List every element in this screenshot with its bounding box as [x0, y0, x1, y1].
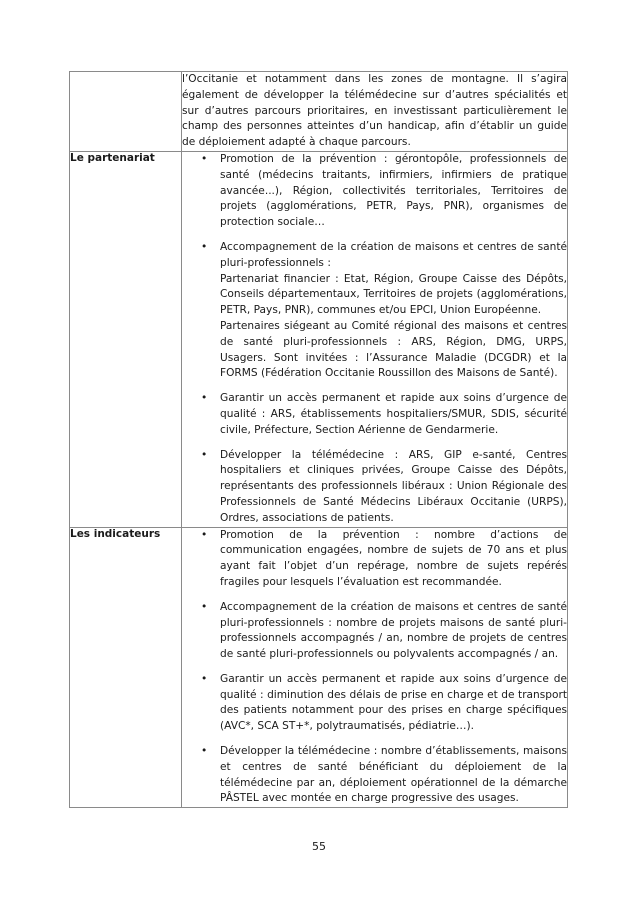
partenariat-content-cell — [182, 151, 568, 527]
row-label: Les indicateurs — [70, 527, 161, 540]
bullet-line: Partenariat financier : Etat, Région, Groupe Caisse des Dépôts, Conseils départementaux, Territoires de projets (agglomérations, PETR, Pays, PNR), communes et/ou EPCI, Union Européenne. — [220, 272, 567, 317]
bullet-dot-icon: • — [201, 672, 208, 685]
bullet-dot-icon: • — [201, 240, 208, 253]
bullet-text — [220, 240, 567, 382]
section-table — [69, 71, 568, 808]
list-item — [182, 152, 567, 231]
bullet-dot-icon: • — [201, 600, 208, 613]
bullet-dot-icon: • — [201, 528, 208, 541]
bullet-line: Développer la télémédecine : nombre d’établissements, maisons et centres de santé bénéficiant du déploiement de la télémédecine par an, déploiement opérationnel de la démarche PÂSTEL avec montée en charge progressive des usages. — [220, 745, 567, 805]
indicateurs-content-cell — [182, 527, 568, 808]
bullet-line: Développer la télémédecine : ARS, GIP e-santé, Centres hospitaliers et cliniques privées, Groupe Caisse des Dépôts, représentants des professionnels libéraux : Union Régionale des Professionnels de Santé Médecins Libéraux Occitanie (URPS), Ordres, associations de patients. — [220, 448, 567, 524]
table-row-indicateurs — [70, 527, 568, 808]
bullet-line: Accompagnement de la création de maisons et centres de santé pluri-professionnels : nombre de projets maisons de santé pluri-professionnels accompagnés / an, nombre de projets de centres de santé pluri-professionnels ou polyvalents accompagnés / an. — [220, 600, 567, 661]
bullet-line: Promotion de la prévention : gérontopôle, professionnels de santé (médecins traitants, infirmiers, infirmiers de pratique avancée...), Région, collectivités territoriales, Territoires de projets (agglomérations, PETR, Pays, PNR), organismes de protection sociale… — [220, 152, 567, 229]
continuation-cell — [182, 72, 568, 152]
bullet-line: Accompagnement de la création de maisons et centres de santé pluri-professionnels : — [220, 240, 567, 269]
list-item — [182, 448, 567, 527]
continuation-paragraph: l’Occitanie et notamment dans les zones de montagne. Il s’agira également de développer la télémédecine sur d’autres spécialités et sur d’autres parcours prioritaires, en investissant particulièrement le champ des personnes atteintes d’un handicap, afin d’établir un guide de déploiement adapté à chaque parcours. — [182, 73, 567, 149]
partenariat-label-cell — [70, 151, 182, 527]
list-item — [182, 600, 567, 663]
bullet-text — [220, 744, 567, 807]
bullet-text — [220, 528, 567, 591]
row-label: Le partenariat — [70, 151, 155, 164]
indicateurs-label-cell — [70, 527, 182, 808]
empty-label-cell — [70, 72, 182, 152]
page-number: 55 — [312, 840, 326, 853]
bullet-text — [220, 391, 567, 438]
bullet-list — [182, 152, 567, 527]
bullet-line: Garantir un accès permanent et rapide aux soins d’urgence de qualité : diminution des délais de prise en charge et de transport des patients notamment pour des prises en charge spécifiques (AVC*, SCA ST+*, polytraumatisés, pédiatrie…). — [220, 672, 567, 733]
bullet-text — [220, 672, 567, 735]
list-item — [182, 744, 567, 807]
bullet-line: Promotion de la prévention : nombre d’actions de communication engagées, nombre de sujets de 70 ans et plus ayant fait l’objet d’un repérage, nombre de sujets repérés fragiles pour lesquels l’évaluation est recommandée. — [220, 528, 567, 588]
bullet-dot-icon: • — [201, 745, 208, 758]
list-item — [182, 391, 567, 438]
list-item — [182, 240, 567, 382]
bullet-text — [220, 448, 567, 527]
list-item — [182, 528, 567, 591]
list-item — [182, 672, 567, 735]
bullet-dot-icon: • — [201, 152, 208, 165]
bullet-line: Partenaires siégeant au Comité régional des maisons et centres de santé pluri-professionnels : ARS, Région, DMG, URPS, Usagers. Sont invitées : l’Assurance Maladie (DCGDR) et la FORMS (Fédération Occitanie Roussillon des Maisons de Santé). — [220, 319, 567, 380]
table-row-continuation — [70, 72, 568, 152]
bullet-text — [220, 600, 567, 663]
bullet-dot-icon: • — [201, 448, 208, 461]
bullet-line: Garantir un accès permanent et rapide aux soins d’urgence de qualité : ARS, établissements hospitaliers/SMUR, SDIS, sécurité civile, Préfecture, Section Aérienne de Gendarmerie. — [220, 392, 567, 436]
table-row-partenariat — [70, 151, 568, 527]
bullet-list — [182, 528, 567, 808]
bullet-text — [220, 152, 567, 231]
bullet-dot-icon: • — [201, 392, 208, 405]
